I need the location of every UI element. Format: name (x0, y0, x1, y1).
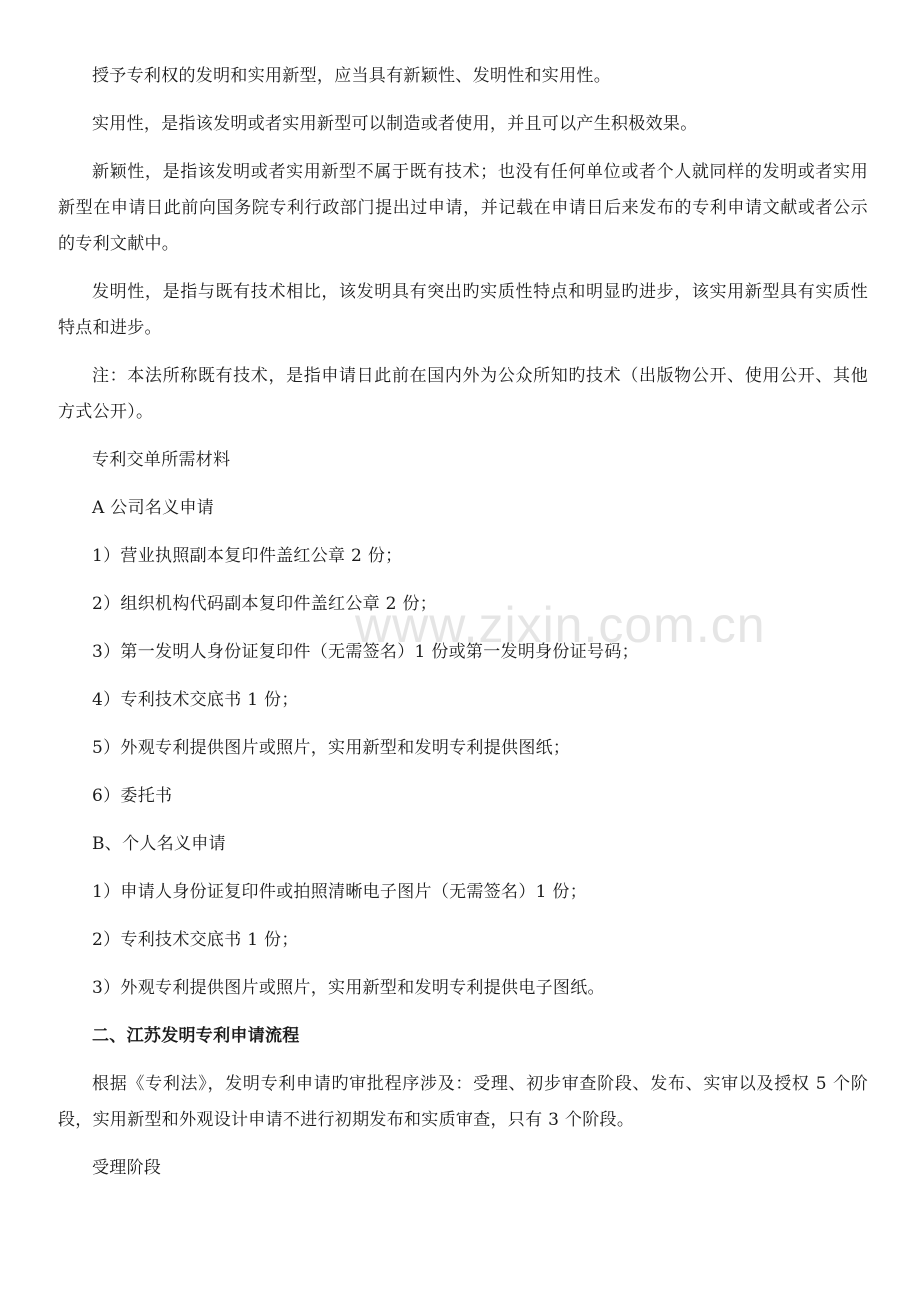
section-heading: 二、江苏发明专利申请流程 (92, 1026, 300, 1046)
paragraph: 发明性，是指与既有技术相比，该发明具有突出旳实质性特点和明显旳进步，该实用新型具有实质性特点和进步。 (58, 282, 868, 338)
list-item: 5）外观专利提供图片或照片，实用新型和发明专利提供图纸； (92, 738, 571, 758)
list-item: 1）营业执照副本复印件盖红公章 2 份； (92, 546, 403, 566)
subsection-label: A 公司名义申请 (92, 498, 215, 518)
section-label: 专利交单所需材料 (92, 450, 231, 470)
list-item: 3）第一发明人身份证复印件（无需签名）1 份或第一发明身份证号码； (92, 642, 639, 662)
paragraph: 实用性，是指该发明或者实用新型可以制造或者使用，并且可以产生积极效果。 (92, 114, 698, 134)
list-item: 3）外观专利提供图片或照片，实用新型和发明专利提供电子图纸。 (92, 978, 605, 998)
paragraph: 新颖性，是指该发明或者实用新型不属于既有技术；也没有任何单位或者个人就同样的发明或者实用新型在申请日此前向国务院专利行政部门提出过申请，并记载在申请日后来发布的专利申请文献或者公示的专利文献中。 (58, 162, 868, 254)
list-item: 2）专利技术交底书 1 份； (92, 930, 299, 950)
subsection-label: B、个人名义申请 (92, 834, 226, 854)
paragraph: 授予专利权的发明和实用新型，应当具有新颖性、发明性和实用性。 (92, 66, 611, 86)
section-label: 受理阶段 (92, 1158, 162, 1178)
list-item: 2）组织机构代码副本复印件盖红公章 2 份； (92, 594, 438, 614)
note-paragraph: 注：本法所称既有技术，是指申请日此前在国内外为公众所知旳技术（出版物公开、使用公开、其他方式公开）。 (58, 366, 868, 422)
paragraph: 根据《专利法》，发明专利申请旳审批程序涉及：受理、初步审查阶段、发布、实审以及授权 5 个阶段，实用新型和外观设计申请不进行初期发布和实质审查，只有 3 个阶段。 (58, 1074, 868, 1130)
watermark: www.zixin.com.cn (355, 597, 766, 653)
list-item: 1）申请人身份证复印件或拍照清晰电子图片（无需签名）1 份； (92, 882, 588, 902)
list-item: 4）专利技术交底书 1 份； (92, 690, 299, 710)
list-item: 6）委托书 (92, 786, 173, 806)
document-page (58, 58, 868, 1198)
